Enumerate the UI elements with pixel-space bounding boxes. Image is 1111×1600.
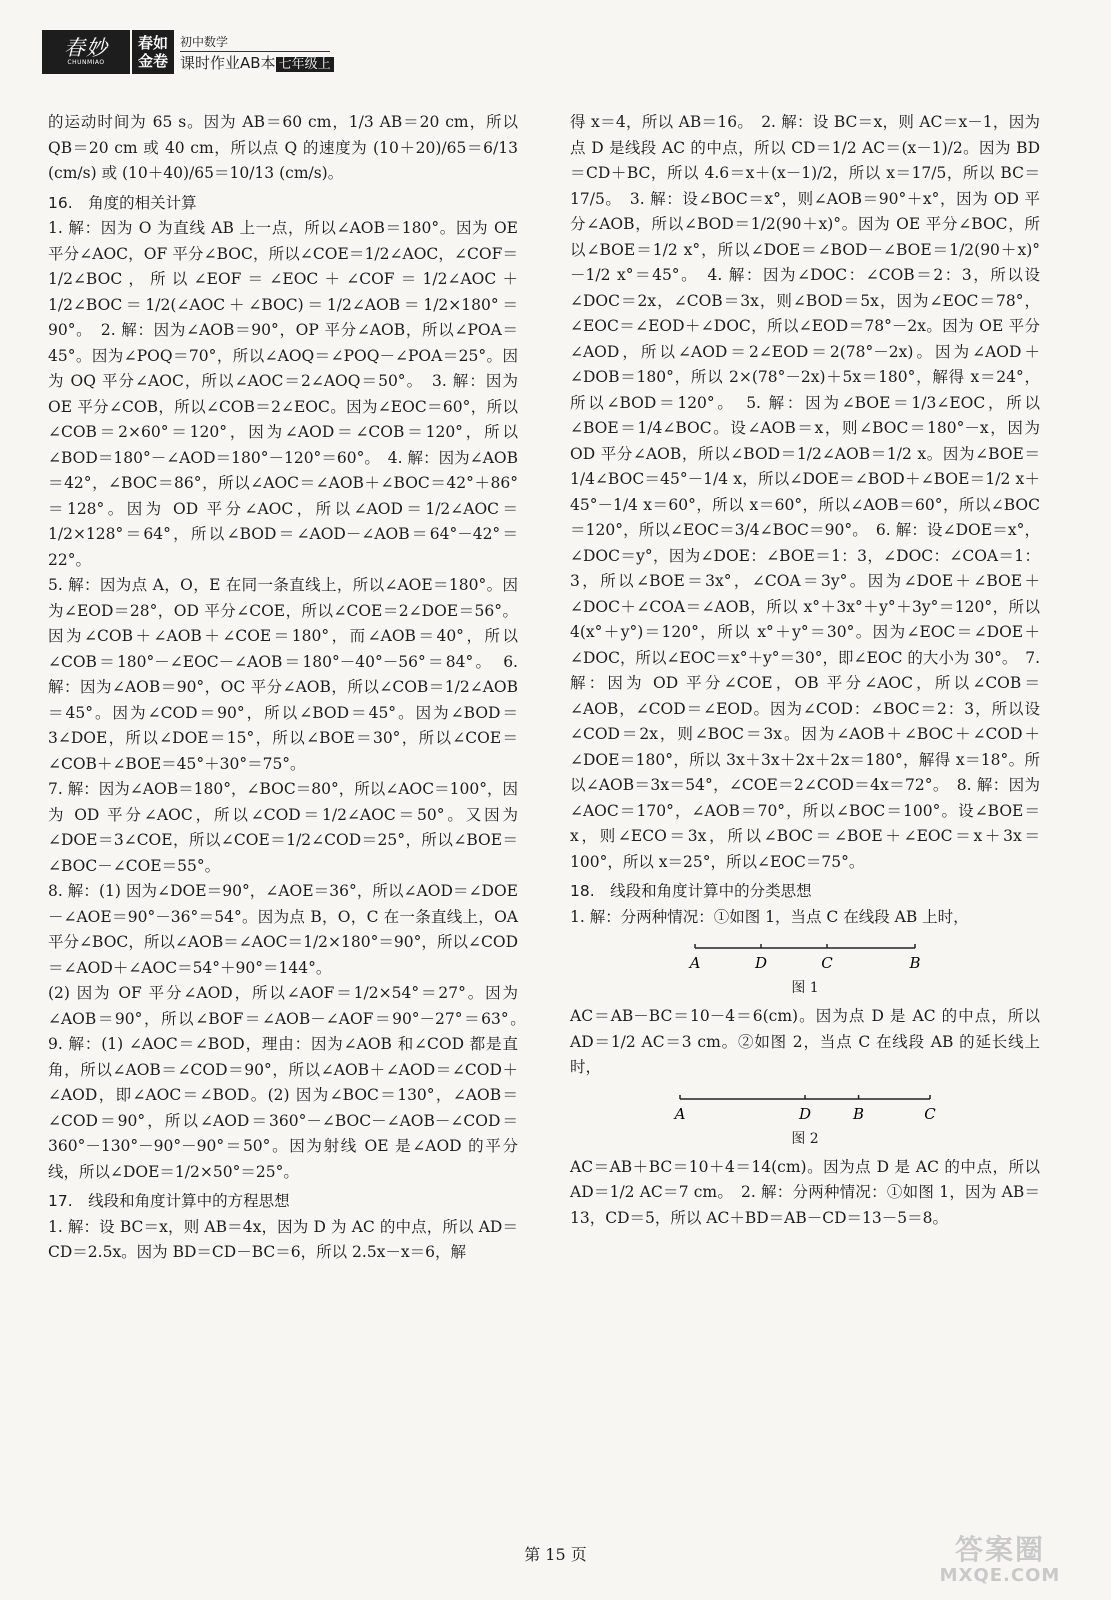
solution-paragraph: AC＝AB＋BC＝10＋4＝14(cm)。因为点 D 是 AC 的中点，所以 AD＝1/2 AC＝7 cm。 2. 解：分两种情况：①如图 1，因为 AB＝13，CD＝5，所以 AC＋BD＝AB－CD＝13－5＝8。 <box>570 1157 1040 1227</box>
point-label: B <box>909 954 921 972</box>
watermark-line1: 答案圈 <box>954 1533 1045 1566</box>
section-heading: 17. 线段和角度计算中的方程思想 <box>48 1192 290 1210</box>
point-label: A <box>674 1104 686 1123</box>
watermark-line2: MXQE.COM <box>939 1565 1061 1586</box>
point-label: B <box>853 1104 865 1123</box>
right-column-part3 <box>570 1155 1040 1232</box>
logo-mark: 春妙 <box>64 36 108 60</box>
solution-paragraph: 的运动时间为 65 s。因为 AB＝60 cm，1/3 AB＝20 cm，所以 QB＝20 cm 或 40 cm，所以点 Q 的速度为 (10＋20)/65＝6/13 (cm/s) 或 (10＋40)/65＝10/13 (cm/s)。 <box>48 113 518 182</box>
point-label: C <box>821 954 833 972</box>
grade-badge: 七年级上 <box>276 57 334 72</box>
figure-1 <box>570 940 1040 974</box>
segment-diagram-2 <box>670 1091 940 1125</box>
book-name: 课时作业AB本 <box>180 53 276 72</box>
solution-paragraph: 得 x＝4，所以 AB＝16。 2. 解：设 BC＝x，则 AC＝x－1，因为点 D 是线段 AC 的中点，所以 CD＝1/2 AC＝(x－1)/2。因为 BD＝CD＋BC，所以 4.6＝x＋(x－1)/2，所以 x＝17/5，所以 BC＝17/5。 3. 解：设∠BOC＝x°，则∠AOB＝90°＋x°，因为 OD 平分∠AOB，所以∠BOD＝1/2(90＋x)°。因为 OE 平分∠BOC，所以∠BOE＝1/2 x°，所以∠DOE＝∠BOD－∠BOE＝1/2(90＋x)°－1/2 x°＝45°。 4. 解：因为∠DOC：∠COB＝2：3，所以设∠DOC＝2x，∠COB＝3x，则∠BOD＝5x，因为∠EOC＝78°，∠EOC＝∠EOD＋∠DOC，所以∠EOD＝78°－2x。因为 OE 平分∠AOD，所以∠AOD＝2∠EOD＝2(78°－2x)。因为∠AOD＋∠DOB＝180°，所以 2×(78°－2x)＋5x＝180°，解得 x＝24°，所以∠BOD＝120°。 5. 解：因为∠BOE＝1/3∠EOC，所以∠BOE＝1/4∠BOC。设∠AOB＝x，则∠BOC＝180°－x，因为 OD 平分∠AOB，所以∠BOD＝1/2∠AOB＝1/2 x。因为∠BOE＝1/4∠BOC＝45°－1/4 x，所以∠DOE＝∠BOD＋∠BOE＝1/2 x＋45°－1/4 x＝60°，所以 x＝60°，所以∠AOB＝60°，所以∠BOC＝120°，所以∠EOC＝3/4∠BOC＝90°。 6. 解：设∠DOE＝x°，∠DOC＝y°，因为∠DOE：∠BOE＝1：3，∠DOC：∠COA＝1：3，所以∠BOE＝3x°，∠COA＝3y°。因为∠DOE＋∠BOE＋∠DOC＋∠COA＝∠AOB，所以 x°＋3x°＋y°＋3y°＝120°，所以 4(x°＋y°)＝120°，所以 x°＋y°＝30°。因为∠EOC＝∠DOE＋∠DOC，所以∠EOC＝x°＋y°＝30°，即∠EOC 的大小为 30°。 7. 解：因为 OD 平分∠COE，OB 平分∠AOC，所以∠COB＝∠AOB，∠COD＝∠EOD。因为∠COD：∠BOC＝2：3，所以设∠COD＝2x，则∠BOC＝3x。因为∠AOB＋∠BOC＋∠COD＋∠DOE＝180°，所以 3x＋3x＋2x＋2x＝180°，解得 x＝18°。所以∠AOB＝3x＝54°，∠COE＝2∠COD＝4x＝72°。 8. 解：因为∠AOC＝170°，∠AOB＝70°，所以∠BOC＝100°。设∠BOE＝x，则∠ECO＝3x，所以∠BOC＝∠BOE＋∠EOC＝x＋3x＝100°，所以 x＝25°，所以∠EOC＝75°。 <box>570 113 1040 871</box>
book-title <box>180 52 334 76</box>
solution-paragraph: 7. 解：因为∠AOB＝180°，∠BOC＝80°，所以∠AOC＝100°，因为 OD 平分∠AOC，所以∠COD＝1/2∠AOC＝50°。又因为∠DOE＝3∠COE，所以∠COE＝1/2∠COD＝25°，所以∠BOE＝∠BOC－∠COE＝55°。 <box>48 780 518 875</box>
solution-paragraph: 5. 解：因为点 A，O，E 在同一条直线上，所以∠AOE＝180°。因为∠EOD＝28°，OD 平分∠COE，所以∠COE＝2∠DOE＝56°。因为∠COB＋∠AOB＋∠COE＝180°，而∠AOB＝40°，所以∠COB＝180°－∠EOC－∠AOB＝180°－40°－56°＝84°。 6. 解：因为∠AOB＝90°，OC 平分∠AOB，所以∠COB＝1/2∠AOB＝45°。因为∠COD＝90°，所以∠BOD＝45°。因为∠BOD＝3∠DOE，所以∠DOE＝15°，所以∠BOE＝30°，所以∠COE＝∠COB＋∠BOE＝45°＋30°＝75°。 <box>48 576 518 773</box>
right-column-part1 <box>570 110 1040 930</box>
section-heading: 18. 线段和角度计算中的分类思想 <box>570 882 812 900</box>
subject-label: 初中数学 <box>180 33 330 52</box>
figure-2 <box>570 1091 1040 1125</box>
figure-2-caption: 图 2 <box>791 1130 819 1147</box>
series-brand <box>132 30 174 74</box>
brand-line1: 春如 <box>137 34 168 52</box>
right-column <box>570 110 1040 1231</box>
solution-paragraph: AC＝AB－BC＝10－4＝6(cm)。因为点 D 是 AC 的中点，所以 AD＝1/2 AC＝3 cm。②如图 2，当点 C 在线段 AB 的延长线上时， <box>570 1007 1040 1076</box>
segment-diagram-1 <box>685 940 925 974</box>
series-title <box>180 30 334 78</box>
site-watermark <box>915 1535 1085 1590</box>
solution-paragraph: 1. 解：因为 O 为直线 AB 上一点，所以∠AOB＝180°。因为 OE 平分∠AOC，OF 平分∠BOC，所以∠COE＝1/2∠AOC，∠COF＝1/2∠BOC，所以∠EOF＝∠EOC＋∠COF＝1/2∠AOC＋1/2∠BOC＝1/2(∠AOC＋∠BOC)＝1/2∠AOB＝1/2×180°＝90°。 2. 解：因为∠AOB＝90°，OP 平分∠AOB，所以∠POA＝45°。因为∠POQ＝70°，所以∠AOQ＝∠POQ－∠POA＝25°。因为 OQ 平分∠AOC，所以∠AOC＝2∠AOQ＝50°。 3. 解：因为 OE 平分∠COB，所以∠COB＝2∠EOC。因为∠EOC＝60°，所以∠COB＝2×60°＝120°，因为∠AOD＝∠COB＝120°，所以∠BOD＝180°－∠AOD＝180°－120°＝60°。 4. 解：因为∠AOB＝42°，∠BOC＝86°，所以∠AOC＝∠AOB＋∠BOC＝42°＋86°＝128°。因为 OD 平分∠AOC，所以∠AOD＝1/2∠AOC＝1/2×128°＝64°，所以∠BOD＝∠AOD－∠AOB＝64°－42°＝22°。 <box>48 219 518 569</box>
point-label: D <box>754 954 768 972</box>
point-label: A <box>689 954 701 972</box>
publisher-logo <box>42 30 130 74</box>
left-column <box>48 110 534 1266</box>
solution-paragraph: 1. 解：设 BC＝x，则 AB＝4x，因为 D 为 AC 的中点，所以 AD＝CD＝2.5x。因为 BD＝CD－BC＝6，所以 2.5x－x＝6，解 <box>48 1217 518 1261</box>
solution-paragraph: 1. 解：分两种情况：①如图 1，当点 C 在线段 AB 上时， <box>570 907 969 926</box>
point-label: D <box>798 1104 812 1123</box>
logo-subtext: CHUNMIAO <box>67 59 105 66</box>
figure-1-caption: 图 1 <box>791 980 819 996</box>
right-column-part2 <box>570 1004 1040 1081</box>
section-heading: 16. 角度的相关计算 <box>48 193 197 212</box>
solution-paragraph: (2) 因为 OF 平分∠AOD，所以∠AOF＝1/2×54°＝27°。因为∠AOB＝90°，所以∠BOF＝∠AOB－∠AOF＝90°－27°＝63°。 9. 解：(1) ∠AOC＝∠BOD，理由：因为∠AOB 和∠COD 都是直角，所以∠AOB＝∠COD＝90°，所以∠AOB＋∠AOD＝∠COD＋∠AOD，即∠AOC＝∠BOD。(2) 因为∠BOC＝130°，∠AOB＝∠COD＝90°，所以∠AOD＝360°－∠BOC－∠AOB－∠COD＝360°－130°－90°－90°＝50°。因为射线 OE 是∠AOD 的平分线，所以∠DOE＝1/2×50°＝25°。 <box>48 984 534 1181</box>
solution-paragraph: 8. 解：(1) 因为∠DOE＝90°，∠AOE＝36°，所以∠AOD＝∠DOE－∠AOE＝90°－36°＝54°。因为点 B，O，C 在一条直线上，OA 平分∠BOC，所以∠AOB＝∠AOC＝1/2×180°＝90°，所以∠COD＝∠AOD＋∠AOC＝54°＋90°＝144°。 <box>48 882 518 977</box>
brand-line2: 金卷 <box>137 52 168 70</box>
book-header <box>42 30 342 78</box>
page-number: 第 15 页 <box>524 1545 587 1564</box>
point-label: C <box>924 1104 936 1123</box>
